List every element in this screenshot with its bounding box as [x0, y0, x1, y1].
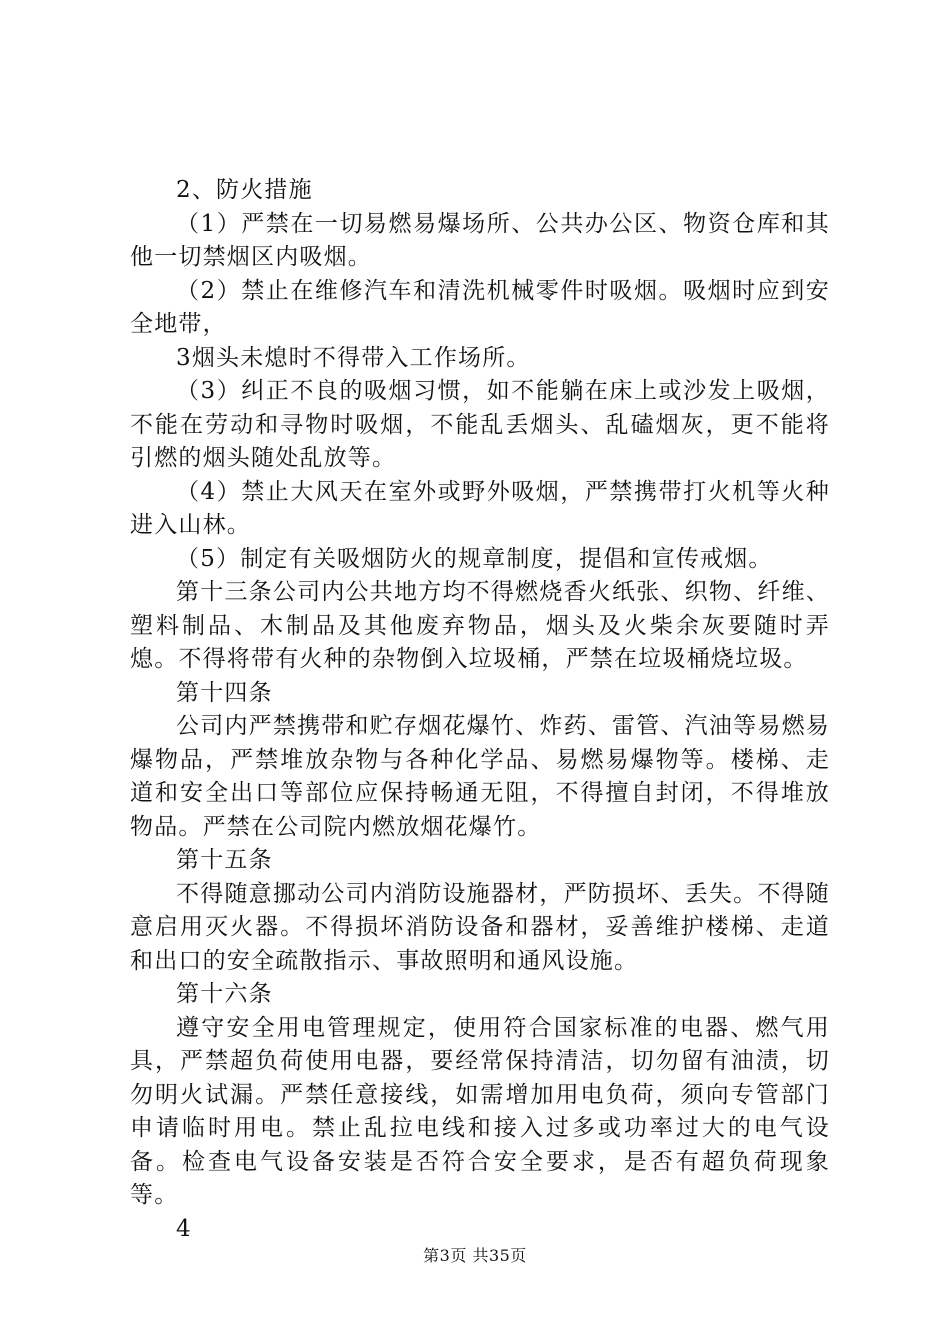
article-15-heading: 第十五条 — [176, 847, 273, 873]
article-13: 第十三条公司内公共地方均不得燃烧香火纸张、织物、纤维、塑料制品、木制品及其他废弃物品，烟头及火柴余灰要随时弄熄。不得将带有火种的杂物倒入垃圾桶，严禁在垃圾桶烧垃圾。 — [130, 579, 830, 672]
paragraph-item-4: （4）禁止大风天在室外或野外吸烟，严禁携带打火机等火种进入山林。 — [130, 478, 830, 538]
article-16-heading: 第十六条 — [176, 981, 273, 1007]
paragraph-item-1: （1）严禁在一切易燃易爆场所、公共办公区、物资仓库和其他一切禁烟区内吸烟。 — [130, 210, 830, 270]
trailing-number: 4 — [176, 1215, 192, 1242]
paragraph-item-2: （2）禁止在维修汽车和清洗机械零件时吸烟。吸烟时应到安全地带， — [130, 277, 830, 337]
article-16-body: 遵守安全用电管理规定，使用符合国家标准的电器、燃气用具，严禁超负荷使用电器，要经常保持清洁，切勿留有油渍，切勿明火试漏。严禁任意接线，如需增加用电负荷，须向专管部门申请临时用电。禁止乱拉电线和接入过多或功率过大的电气设备。检查电气设备安装是否符合安全要求，是否有超负荷现象等。 — [130, 1014, 830, 1208]
article-14-heading: 第十四条 — [176, 679, 273, 706]
article-15-body: 不得随意挪动公司内消防设施器材，严防损坏、丢失。不得随意启用灭火器。不得损坏消防设备和器材，妥善维护楼梯、走道和出口的安全疏散指示、事故照明和通风设施。 — [130, 880, 830, 974]
section-heading-fire-measures: 2、防火措施 — [176, 177, 313, 203]
paragraph-item-5: （5）制定有关吸烟防火的规章制度，提倡和宣传戒烟。 — [176, 545, 773, 572]
paragraph-item-3-note: 3烟头未熄时不得带入工作场所。 — [176, 344, 531, 371]
article-14-body: 公司内严禁携带和贮存烟花爆竹、炸药、雷管、汽油等易燃易爆物品，严禁堆放杂物与各种化学品、易燃易爆物等。楼梯、走道和安全出口等部位应保持畅通无阻，不得擅自封闭，不得堆放物品。严禁在公司院内燃放烟花爆竹。 — [130, 713, 830, 840]
page-footer: 第3页 共35页 — [423, 1246, 527, 1265]
paragraph-item-3: （3）纠正不良的吸烟习惯，如不能躺在床上或沙发上吸烟，不能在劳动和寻物时吸烟，不能乱丢烟头、乱磕烟灰，更不能将引燃的烟头随处乱放等。 — [130, 378, 830, 471]
document-body — [130, 174, 830, 1246]
